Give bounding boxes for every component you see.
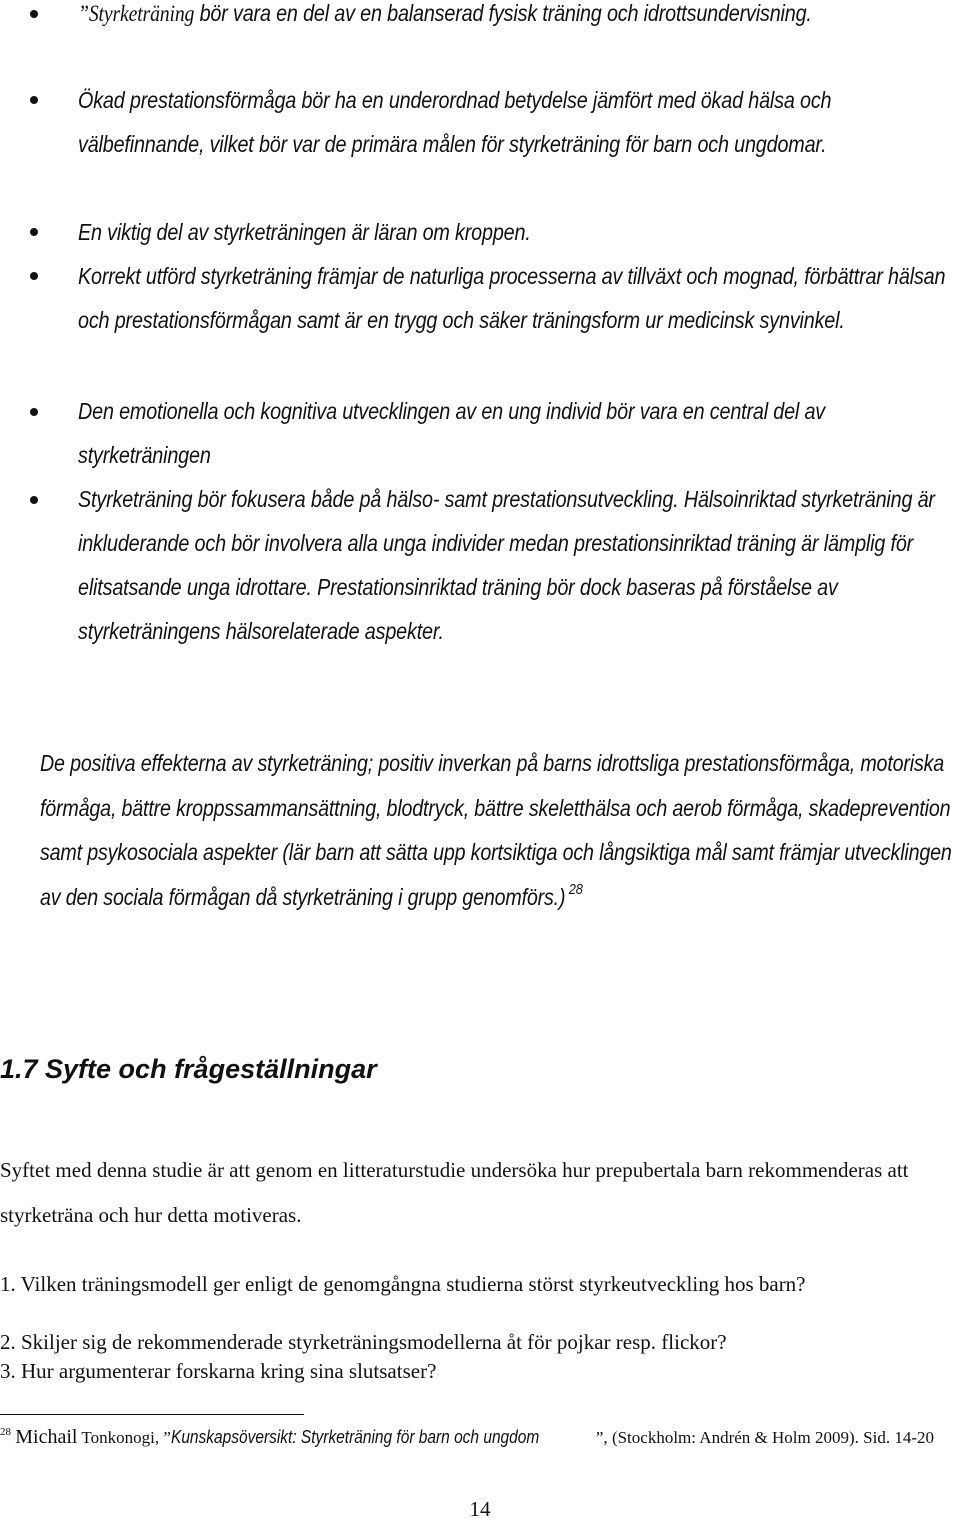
footnote-surname: Tonkonogi, ”: [77, 1428, 171, 1447]
bullet-body-text: bör vara en del av en balanserad fysisk träning och idrottsundervisning.: [194, 0, 812, 26]
bullet-text: Korrekt utförd styrketräning främjar de naturliga processerna av tillväxt och mognad, förbättrar hälsan och prestationsförmågan samt är en trygg och säker träningsform ur medicinsk synvinkel.: [78, 263, 946, 333]
footnote-publisher: (Stockholm: Andrén & Holm 2009). Sid. 14-20: [607, 1428, 934, 1447]
bullet-icon: [30, 496, 38, 504]
footnote-reference: 28: [568, 880, 583, 898]
page-number: 14: [469, 1497, 491, 1521]
bullet-text: Styrketräning bör fokusera både på hälso- samt prestationsutveckling. Hälsoinriktad styrketräning är inkluderande och bör involvera alla unga individer medan prestationsinriktad träning är lämplig för elitsatsande unga idrottare. Prestationsinriktad träning bör dock baseras på förståelse av styrketräningens hälsorelaterade aspekter.: [78, 486, 935, 644]
footnote-divider: [0, 1414, 304, 1415]
question-item: 2. Skiljer sig de rekommenderade styrketräningsmodellerna åt för pojkar resp. flickor?: [0, 1330, 727, 1354]
bullet-text: En viktig del av styrketräningen är läran om kroppen.: [78, 219, 531, 245]
section-heading: 1.7 Syfte och frågeställningar: [0, 1054, 377, 1084]
bullet-text: Den emotionella och kognitiva utvecklingen av en ung individ bör vara en central del av styrketräningen: [78, 398, 826, 468]
question-item: 1. Vilken träningsmodell ger enligt de genomgångna studierna störst styrkeutveckling hos barn?: [0, 1272, 806, 1296]
footnote-number: 28: [0, 1426, 11, 1438]
bullet-text: Ökad prestationsförmåga bör ha en underordnad betydelse jämfört med ökad hälsa och välbefinnande, vilket bör var de primära målen för styrketräning för barn och ungdomar.: [78, 87, 832, 157]
bullet-icon: [30, 272, 38, 280]
question-item: 3. Hur argumenterar forskarna kring sina slutsatser?: [0, 1359, 437, 1383]
footnote: [0, 1424, 960, 1454]
bullet-icon: [30, 96, 38, 104]
footnote-title: Kunskapsöversikt: Styrketräning för barn och ungdom: [170, 1427, 540, 1447]
purpose-paragraph: Syftet med denna studie är att genom en litteraturstudie undersöka hur prepubertala barn rekommenderas att styrketräna och hur detta motiveras.: [0, 1158, 909, 1227]
footnote-author: Michail: [15, 1426, 78, 1448]
bullet-icon: [30, 408, 38, 416]
bullet-text: [78, 0, 955, 36]
effects-text: De positiva effekterna av styrketräning; positiv inverkan på barns idrottsliga prestationsförmåga, motoriska förmåga, bättre kroppssammansättning, blodtryck, bättre skeletthälsa och aerob förmåga, skadeprevention samt psykosociala aspekter (lär barn att sätta upp kortsiktiga och långsiktiga mål samt främjar utvecklingen av den sociala förmågan då styrketräning i grupp genomförs.): [40, 750, 952, 910]
effects-paragraph: [40, 741, 959, 923]
bullet-lead-text: ”Styrketräning: [78, 1, 195, 26]
footnote-closing: ”,: [595, 1428, 608, 1447]
bullet-icon: [30, 10, 38, 18]
bullet-icon: [30, 228, 38, 236]
